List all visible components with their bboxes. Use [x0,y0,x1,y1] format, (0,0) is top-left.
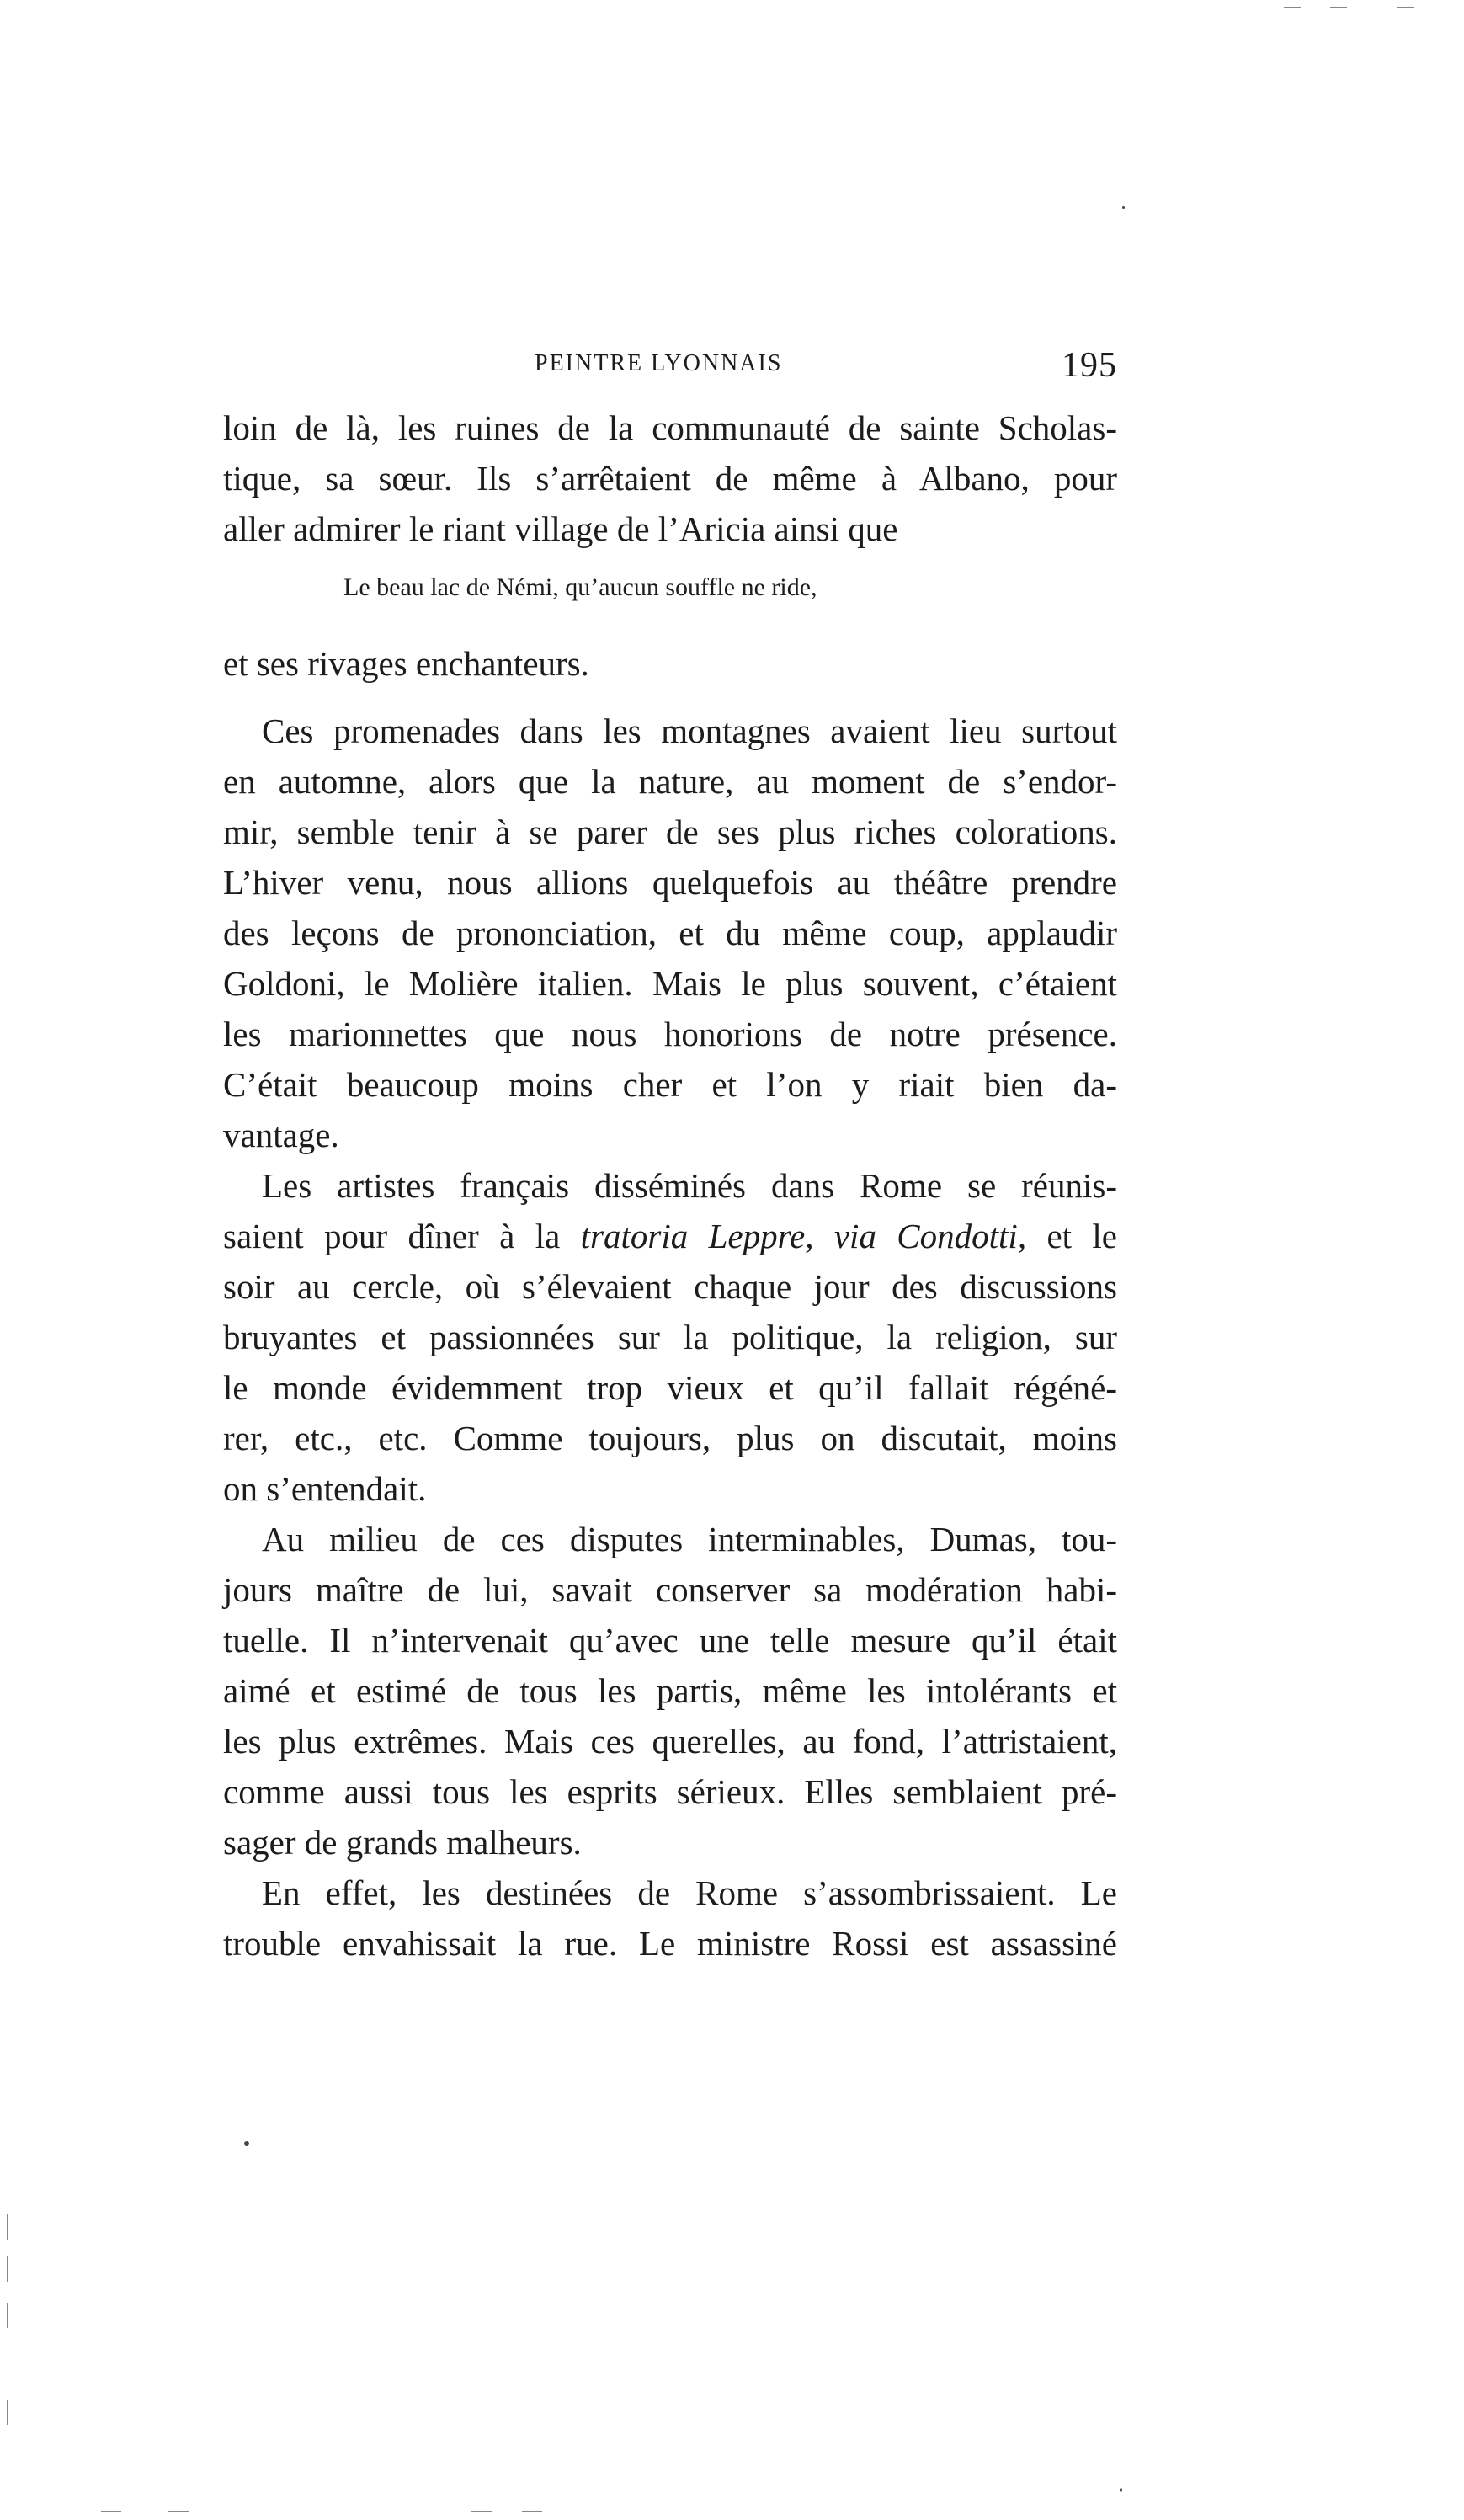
scan-edge-mark [7,2400,8,2425]
text-line: en automne, alors que la nature, au moment de s’endor- [223,762,1117,801]
scan-edge-mark [7,2256,8,2282]
text-line: Ces promenades dans les montagnes avaient lieu surtout [262,711,1117,750]
scan-edge-mark [7,2303,8,2328]
text-line: loin de là, les ruines de la communauté de sainte Scholas- [223,408,1117,447]
text-line: vantage. [223,1116,339,1154]
text-line: sager de grands malheurs. [223,1823,582,1862]
text-line: comme aussi tous les esprits sérieux. Elles semblaient pré- [223,1772,1117,1811]
text-line: Goldoni, le Molière italien. Mais le plus souvent, c’étaient [223,964,1117,1003]
scan-edge-mark [471,2511,492,2512]
scan-speck [1122,206,1125,209]
verse-quote: Le beau lac de Némi, qu’aucun souffle ne ride, [343,573,817,601]
text-line: Les artistes français disséminés dans Rome se réunis- [262,1166,1117,1205]
text-line: Au milieu de ces disputes interminables, Dumas, tou- [262,1520,1117,1558]
text-fragment: et le [1026,1217,1118,1255]
text-line: les plus extrêmes. Mais ces querelles, au fond, l’attristaient, [223,1722,1117,1761]
text-line: aller admirer le riant village de l’Aricia ainsi que [223,509,898,548]
running-title: PEINTRE LYONNAIS [535,350,783,376]
page-number: 195 [1062,346,1117,385]
scan-edge-mark [1284,7,1301,8]
scan-edge-mark [168,2511,189,2512]
text-line: aimé et estimé de tous les partis, même les intolérants et [223,1671,1117,1710]
scan-edge-mark [1397,7,1414,8]
scan-edge-mark [7,2214,8,2240]
text-line: tuelle. Il n’intervenait qu’avec une telle mesure qu’il était [223,1621,1117,1660]
text-fragment: saient pour dîner à la [223,1217,581,1255]
text-line: mir, semble tenir à se parer de ses plus riches colorations. [223,812,1117,851]
text-line: bruyantes et passionnées sur la politique, la religion, sur [223,1318,1117,1356]
text-line [223,1211,1117,1261]
scan-edge-mark [522,2511,542,2512]
text-line: trouble envahissait la rue. Le ministre Rossi est assassiné [223,1924,1117,1963]
scan-speck [1120,2488,1122,2492]
text-line: L’hiver venu, nous allions quelquefois au théâtre prendre [223,863,1117,902]
text-line: les marionnettes que nous honorions de notre présence. [223,1015,1117,1053]
text-line: et ses rivages enchanteurs. [223,644,589,683]
text-line: le monde évidemment trop vieux et qu’il fallait régéné- [223,1368,1117,1407]
scan-speck [244,2141,249,2146]
text-line: jours maître de lui, savait conserver sa modération habi- [223,1570,1117,1609]
text-line: tique, sa sœur. Ils s’arrêtaient de même à Albano, pour [223,459,1117,498]
scan-edge-mark [101,2511,121,2512]
text-line: des leçons de prononciation, et du même coup, applaudir [223,914,1117,952]
text-line: soir au cercle, où s’élevaient chaque jour des discussions [223,1267,1117,1306]
text-line: on s’entendait. [223,1469,427,1508]
text-line: En effet, les destinées de Rome s’assombrissaient. Le [262,1873,1117,1912]
text-line: rer, etc., etc. Comme toujours, plus on discutait, moins [223,1419,1117,1457]
page-header [223,345,1117,396]
text-line: C’était beaucoup moins cher et l’on y riait bien da- [223,1065,1117,1104]
scan-edge-mark [1330,7,1347,8]
italic-place-name: tratoria Leppre, via Condotti, [580,1217,1027,1255]
body-text [223,402,1117,1969]
